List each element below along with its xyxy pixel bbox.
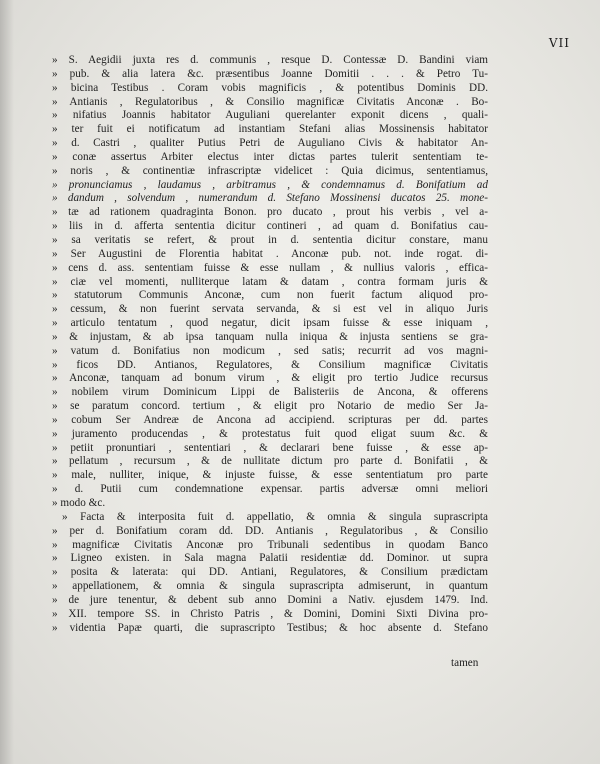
- text-line: » ciæ vel momenti, nulliterque latam & datam , contra formam juris &: [52, 275, 488, 288]
- text-line: » S. Aegidii juxta res d. communis , resque D. Contessæ D. Bandini viam: [52, 54, 488, 66]
- text-line: » d. Castri , qualiter Putius Petri de Auguliano Civis & habitator An-: [52, 137, 488, 150]
- text-line: » cens d. ass. sententiam fuisse & esse nullam , & nullius valoris , effica-: [52, 261, 488, 274]
- catchword: tamen: [451, 657, 479, 669]
- text-line: » pub. & alia latera &c. præsentibus Joanne Domitii . . . & Petro Tu-: [52, 67, 488, 80]
- text-line: » dandum , solvendum , numerandum d. Stefano Mossinensi ducatos 25. mone-: [52, 192, 488, 205]
- text-line: » modo &c.: [52, 497, 106, 509]
- text-line: » petiit pronuntiari , sententiari , & declarari bene fuisse , & esse ap-: [52, 441, 488, 454]
- text-line: » per d. Bonifatium coram dd. DD. Antianis , Regulatoribus , & Consilio: [52, 524, 488, 537]
- text-line: » appellationem, & omnia & singula suprascripta admiserunt, in quantum: [52, 580, 488, 593]
- text-line: » & injustam, & ab ipsa tanquam nulla iniqua & injusta sentiens se gra-: [52, 330, 488, 343]
- text-line: » nobilem virum Dominicum Lippi de Balisteriis de Ancona, & offerens: [52, 386, 488, 399]
- text-line: » pellatum , recursum , & de nullitate dictum pro parte d. Bonifatii , &: [52, 455, 488, 468]
- body-text: [52, 54, 488, 635]
- text-line: » Ser Augustini de Florentia habitat . Anconæ pub. not. inde rogat. di-: [52, 247, 488, 260]
- text-line: » ter fuit ei notificatum ad instantiam Stefani alias Mossinensis habitator: [52, 123, 488, 136]
- text-line: » Antianis , Regulatoribus , & Consilio magnificæ Civitatis Anconæ . Bo-: [52, 95, 488, 108]
- page-number: VII: [548, 36, 570, 50]
- text-line: » Facta & interposita fuit d. appellatio, & omnia & singula suprascripta: [62, 510, 488, 523]
- text-line: » ficos DD. Antianos, Regulatores, & Consilium magnificæ Civitatis: [52, 358, 488, 371]
- text-line: » magnificæ Civitatis Anconæ pro Tribunali sedentibus in quodam Banco: [52, 538, 488, 551]
- text-line: » male, nulliter, inique, & injuste fuisse, & esse sententiatum pro parte: [52, 469, 488, 482]
- text-line: » cessum, & non fuerint servata servanda, & si est vel in aliquo Juris: [52, 303, 488, 316]
- text-line: » noris , & continentiæ infrascriptæ videlicet : Quia dicimus, sententiamus,: [52, 164, 488, 177]
- text-line: » sa veritatis se refert, & prout in d. sententia dicitur constare, manu: [52, 233, 488, 246]
- text-line: » vatum d. Bonifatius non modicum , sed satis; recurrit ad vos magni-: [52, 344, 488, 357]
- text-line: » tæ ad rationem quadraginta Bonon. pro ducato , prout his verbis , vel a-: [52, 206, 488, 219]
- text-line: » nifatius Joannis habitator Auguliani querelanter exponit dicens , quali-: [52, 109, 488, 122]
- text-line: » Ligneo existen. in Sala magna Palatii residentiæ dd. Dominor. ut supra: [52, 552, 488, 565]
- text-line: » bicina Testibus . Coram vobis magnificis , & potentibus Dominis DD.: [52, 81, 488, 94]
- text-line: » conæ assertus Arbiter electus inter dictas partes tulerit sententiam te-: [52, 150, 488, 163]
- binding-shadow: [0, 0, 14, 764]
- text-line: » videntia Papæ quarti, die suprascripto Testibus; & hoc absente d. Stefano: [52, 621, 488, 634]
- text-line: » pronunciamus , laudamus , arbitramus , & condemnamus d. Bonifatium ad: [52, 178, 488, 191]
- text-line: » d. Putii cum condemnatione expensar. partis adversæ omni meliori: [52, 483, 488, 496]
- text-line: » cobum Ser Andreæ de Ancona ad accipiend. scripturas per dd. partes: [52, 413, 488, 426]
- text-line: » de jure tenentur, & debent sub anno Domini a Nativ. ejusdem 1479. Ind.: [52, 593, 488, 606]
- text-line: » posita & laterata: qui DD. Antiani, Regulatores, & Consilium prædictam: [52, 566, 488, 579]
- text-line: » liis in d. afferta sententia dicitur contineri , ad quam d. Bonifatius cau-: [52, 220, 488, 233]
- text-line: » Anconæ, tanquam ad bonum virum , & eligit pro tertio Judice recursus: [52, 372, 488, 385]
- text-line: » juramento producendas , & protestatus fuit quod eligat suum &c. &: [52, 427, 488, 440]
- text-line: » se paratum concord. tertium , & eligit pro Notario de medio Ser Ja-: [52, 400, 488, 413]
- text-line: » XII. tempore SS. in Christo Patris , & Domini, Domini Sixti Divina pro-: [52, 607, 488, 620]
- text-line: » articulo tentatum , quod negatur, dicit ipsam fuisse & esse iniquam ,: [52, 317, 488, 330]
- text-line: » statutorum Communis Anconæ, cum non fuerit factum aliquod pro-: [52, 289, 488, 302]
